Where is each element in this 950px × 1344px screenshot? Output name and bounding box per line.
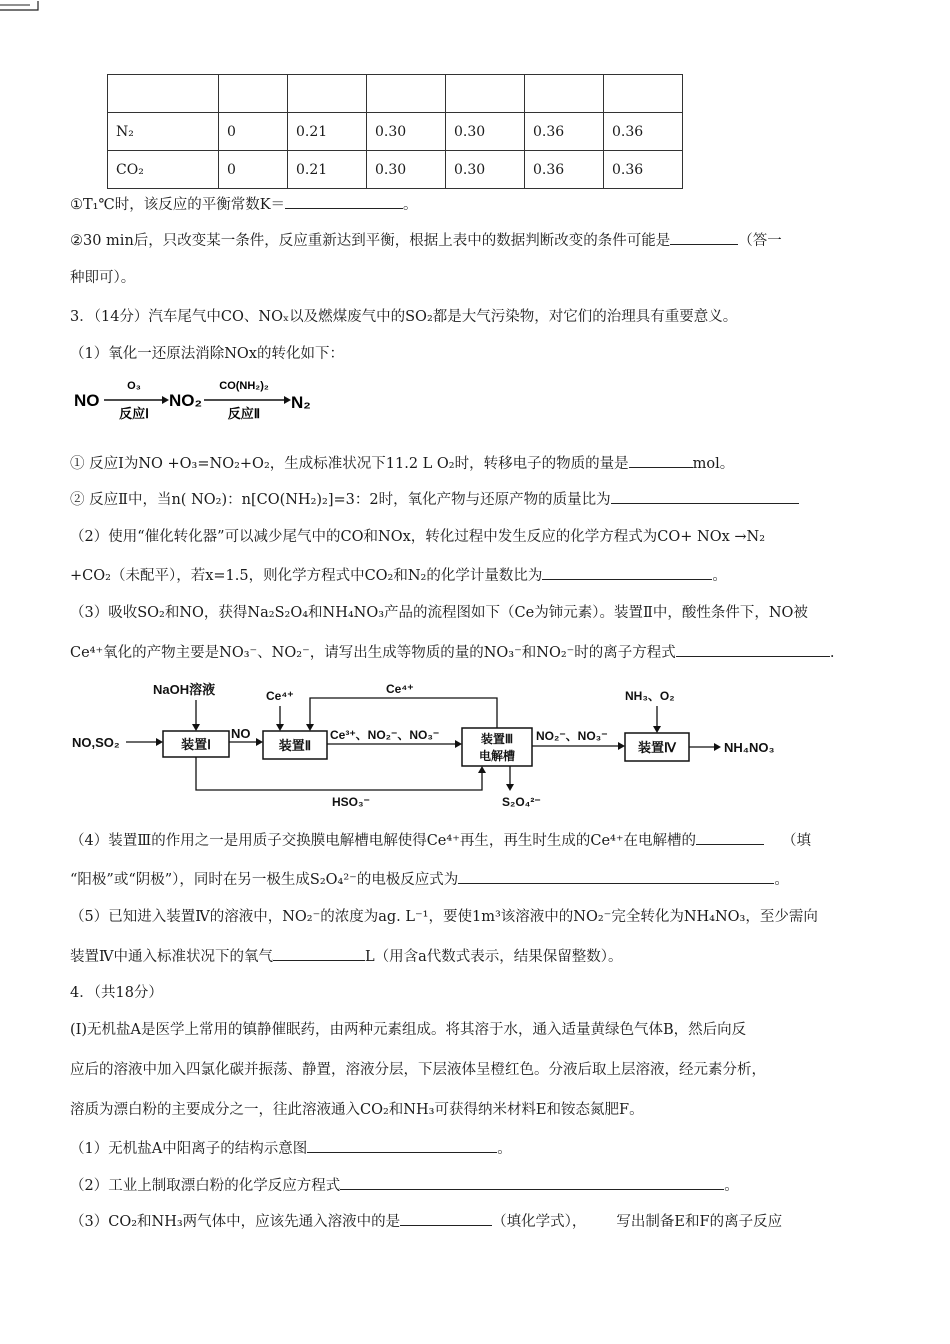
q3-sub1: （1）氧化一还原法消除NOx的转化如下： xyxy=(70,346,344,362)
table-cell: 0.30 xyxy=(446,151,525,189)
q3-sub3-line1: （3）吸收SO₂和NO，获得Na₂S₂O₄和NH₄NO₃产品的流程图如下（Ce为铈元素）。装置Ⅱ中，酸性条件下，NO被 xyxy=(70,605,808,621)
reaction-scheme xyxy=(74,378,344,428)
table-cell: 0.36 xyxy=(525,113,604,151)
q3-sub3-line2: Ce⁴⁺氧化的产物主要是NO₃⁻、NO₂⁻，请写出生成等物质的量的NO₃⁻和NO₂⁻时的离子方程式 . xyxy=(70,642,834,663)
answer-blank[interactable] xyxy=(611,489,799,504)
flow-ce-loop-label: Ce⁴⁺ xyxy=(386,682,414,696)
table-row xyxy=(108,113,683,151)
data-table xyxy=(107,74,683,189)
answer-blank[interactable] xyxy=(676,642,830,657)
table-cell: 0.30 xyxy=(446,113,525,151)
answer-blank[interactable] xyxy=(696,830,764,845)
flow-naoh-label: NaOH溶液 xyxy=(153,682,216,697)
row-label: N₂ xyxy=(108,113,219,151)
table-cell: 0.30 xyxy=(367,113,446,151)
answer-blank[interactable] xyxy=(307,1138,497,1153)
device-4-label: 装置Ⅳ xyxy=(638,740,676,755)
table-cell: 0.36 xyxy=(604,151,683,189)
species-no: NO xyxy=(74,391,100,410)
device-2-label: 装置Ⅱ xyxy=(278,738,312,753)
table-cell: 0.36 xyxy=(525,151,604,189)
q4-para-2: 应后的溶液中加入四氯化碳并振荡、静置，溶液分层，下层液体呈橙红色。分液后取上层溶液，经元素分析， xyxy=(70,1062,766,1078)
flow-mid-label: Ce³⁺、NO₂⁻、NO₃⁻ xyxy=(330,728,440,742)
flow-product-label: NH₄NO₃ xyxy=(724,740,775,755)
answer-blank[interactable] xyxy=(340,1175,724,1190)
device-3-sublabel: 电解槽 xyxy=(478,749,516,763)
answer-blank[interactable] xyxy=(629,453,693,468)
table-row-header xyxy=(108,75,683,113)
flow-s2o4-label: S₂O₄²⁻ xyxy=(502,795,541,809)
table-row xyxy=(108,151,683,189)
table-cell: 0 xyxy=(219,151,288,189)
q4-title: 4．（共18分） xyxy=(70,985,163,1001)
q2-part2: ②30 min后，只改变某一条件，反应重新达到平衡，根据上表中的数据判断改变的条件可能是 （答一 xyxy=(70,230,782,251)
q3-sub2-line1: （2）使用“催化转化器”可以减少尾气中的CO和NOx，转化过程中发生反应的化学方程式为CO+ NOx →N₂ xyxy=(70,529,766,545)
arrow-head xyxy=(162,396,169,404)
flow-out3-label: NO₂⁻、NO₃⁻ xyxy=(536,729,608,743)
table-cell: 0.21 xyxy=(288,151,367,189)
table-cell: 0 xyxy=(219,113,288,151)
table-cell: 0.21 xyxy=(288,113,367,151)
q3-sub5-line2: 装置Ⅳ中通入标准状况下的氧气 L（用含a代数式表示，结果保留整数）。 xyxy=(70,946,623,967)
table-cell: 0.30 xyxy=(367,151,446,189)
q3-sub2-line2: +CO₂（未配平），若x=1.5，则化学方程式中CO₂和N₂的化学计量数比为 。 xyxy=(70,565,727,586)
answer-blank[interactable] xyxy=(400,1211,492,1226)
arrow-head xyxy=(284,396,291,404)
q3-title: 3．（14分）汽车尾气中CO、NOₓ以及燃煤废气中的SO₂都是大气污染物，对它们的治理具有重要意义。 xyxy=(70,309,738,325)
q4-sub2: （2）工业上制取漂白粉的化学反应方程式 。 xyxy=(70,1175,739,1196)
answer-blank[interactable] xyxy=(285,194,403,209)
flow-input-label: NO,SO₂ xyxy=(72,735,120,750)
reagent-o3: O₃ xyxy=(127,380,141,392)
label-reaction-2: 反应Ⅱ xyxy=(227,406,261,421)
q4-sub3: （3）CO₂和NH₃两气体中，应该先通入溶液中的是 （填化学式）， 写出制备E和F的离子反应 xyxy=(70,1211,782,1232)
q3-answer1: ① 反应Ⅰ为NO +O₃=NO₂+O₂，生成标准状况下11.2 L O₂时，转移电子的物质的量是 mol。 xyxy=(70,453,734,474)
q4-para-3: 溶质为漂白粉的主要成分之一，往此溶液通入CO₂和NH₃可获得纳米材料E和铵态氮肥F。 xyxy=(70,1102,644,1118)
process-flowchart xyxy=(70,676,830,816)
flow-ce-in-label: Ce⁴⁺ xyxy=(266,689,294,703)
q3-sub5-line1: （5）已知进入装置Ⅳ的溶液中，NO₂⁻的浓度为ag. L⁻¹，要使1m³该溶液中的NO₂⁻完全转化为NH₄NO₃，至少需向 xyxy=(70,909,818,925)
q4-para-1: (Ⅰ)无机盐A是医学上常用的镇静催眠药，由两种元素组成。将其溶于水，通入适量黄绿色气体B，然后向反 xyxy=(70,1022,747,1038)
q3-sub4-line2: “阳极”或“阴极”），同时在另一极生成S₂O₄²⁻的电极反应式为 。 xyxy=(70,869,789,890)
q2-part2-cont: 种即可）。 xyxy=(70,270,136,286)
label-reaction-1: 反应Ⅰ xyxy=(119,406,149,421)
flow-no-label: NO xyxy=(231,726,251,741)
reagent-urea: CO(NH₂)₂ xyxy=(219,380,269,392)
q4-sub1: （1）无机盐A中阳离子的结构示意图 。 xyxy=(70,1138,512,1159)
q3-sub4-line1: （4）装置Ⅲ的作用之一是用质子交换膜电解槽电解使得Ce⁴⁺再生，再生时生成的Ce⁴⁺在电解槽的 （填 xyxy=(70,830,811,851)
device-1-label: 装置Ⅰ xyxy=(181,737,211,752)
answer-blank[interactable] xyxy=(458,869,774,884)
q3-answer2: ② 反应Ⅱ中，当n( NO₂)：n[CO(NH₂)₂]=3：2时，氧化产物与还原产物的质量比为 xyxy=(70,489,799,510)
corner-mark xyxy=(0,0,42,12)
table-cell: 0.36 xyxy=(604,113,683,151)
answer-blank[interactable] xyxy=(542,565,712,580)
flow-hso3-label: HSO₃⁻ xyxy=(332,795,370,809)
species-no2: NO₂ xyxy=(169,391,203,410)
q2-part1: ①T₁℃时，该反应的平衡常数K＝ 。 xyxy=(70,194,418,215)
row-label: CO₂ xyxy=(108,151,219,189)
device-3-label: 装置Ⅲ xyxy=(480,732,514,746)
answer-blank[interactable] xyxy=(273,946,365,961)
species-n2: N₂ xyxy=(291,393,311,412)
flow-nh3o2-label: NH₃、O₂ xyxy=(625,689,675,703)
answer-blank[interactable] xyxy=(670,230,738,245)
